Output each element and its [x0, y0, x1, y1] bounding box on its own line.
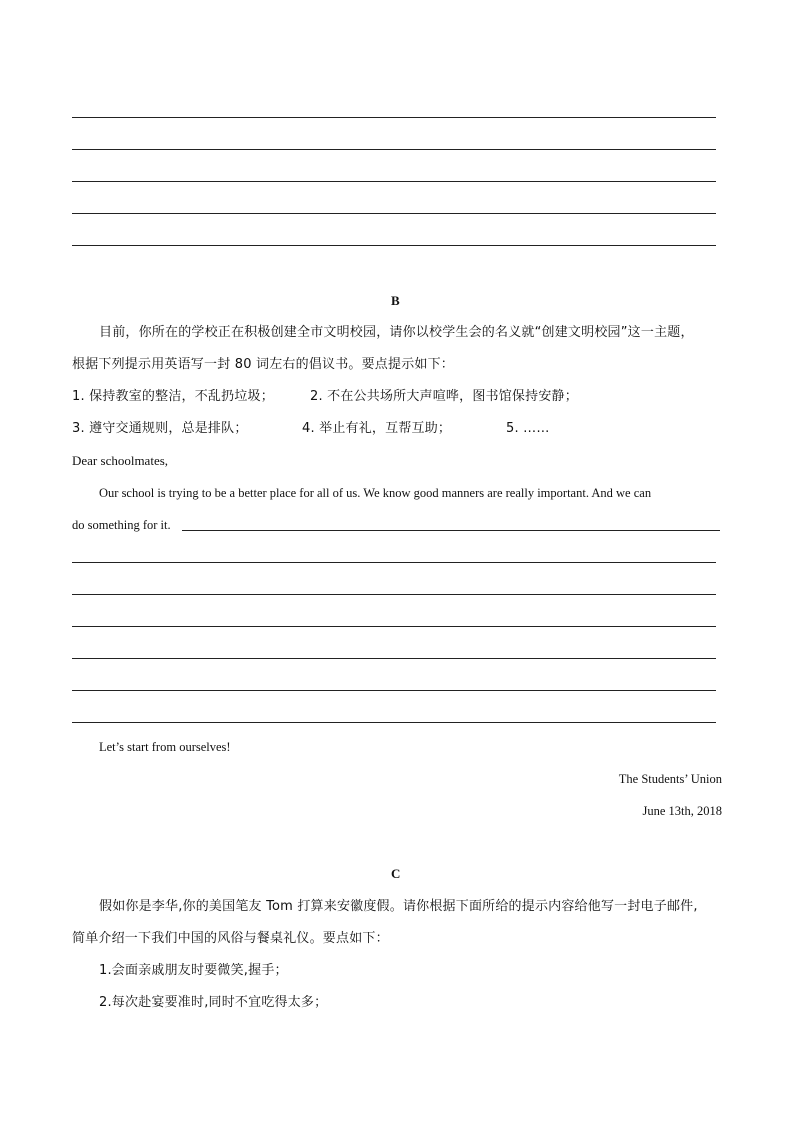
answer-line	[72, 213, 716, 214]
section-c-prompt-line1: 假如你是李华,你的美国笔友 Tom 打算来安徽度假。请你根据下面所给的提示内容给他写一封电子邮件,	[99, 899, 698, 914]
section-c-heading: C	[391, 866, 401, 881]
answer-line	[72, 562, 716, 563]
section-b-prompt-line1: 目前，你所在的学校正在积极创建全市文明校园，请你以校学生会的名义就“创建文明校园”这一主题，	[99, 325, 694, 340]
salutation: Dear schoolmates,	[72, 453, 169, 468]
section-c-prompt-line2: 简单介绍一下我们中国的风俗与餐桌礼仪。要点如下：	[72, 931, 389, 946]
section-b-tip-4: 4. 举止有礼，互帮互助；	[302, 421, 452, 436]
letter-closing: Let’s start from ourselves!	[99, 740, 231, 754]
answer-line	[72, 722, 716, 723]
letter-body-line1: Our school is trying to be a better place for all of us. We know good manners are really important. And we can	[99, 486, 652, 500]
answer-line	[182, 530, 720, 531]
section-b-tip-5: 5. ……	[506, 421, 550, 436]
section-c-tip-1: 1.会面亲戚朋友时要微笑,握手；	[99, 963, 288, 978]
answer-line	[72, 594, 716, 595]
letter-date: June 13th, 2018	[642, 804, 722, 818]
answer-line	[72, 117, 716, 118]
answer-line	[72, 245, 716, 246]
answer-line	[72, 626, 716, 627]
answer-line	[72, 181, 716, 182]
section-b-tip-1: 1. 保持教室的整洁，不乱扔垃圾；	[72, 389, 274, 404]
letter-signature: The Students’ Union	[618, 772, 722, 786]
section-c-tip-2: 2.每次赴宴要准时,同时不宜吃得太多；	[99, 995, 328, 1010]
section-b-tip-2: 2. 不在公共场所大声喧哗，图书馆保持安静；	[310, 389, 578, 404]
section-b-prompt-line2: 根据下列提示用英语写一封 80 词左右的倡议书。要点提示如下：	[72, 357, 455, 372]
answer-line	[72, 658, 716, 659]
answer-line	[72, 690, 716, 691]
answer-line	[72, 149, 716, 150]
section-b-heading: B	[391, 293, 400, 308]
section-b-tip-3: 3. 遵守交通规则，总是排队；	[72, 421, 248, 436]
letter-body-line2: do something for it.	[72, 518, 171, 532]
